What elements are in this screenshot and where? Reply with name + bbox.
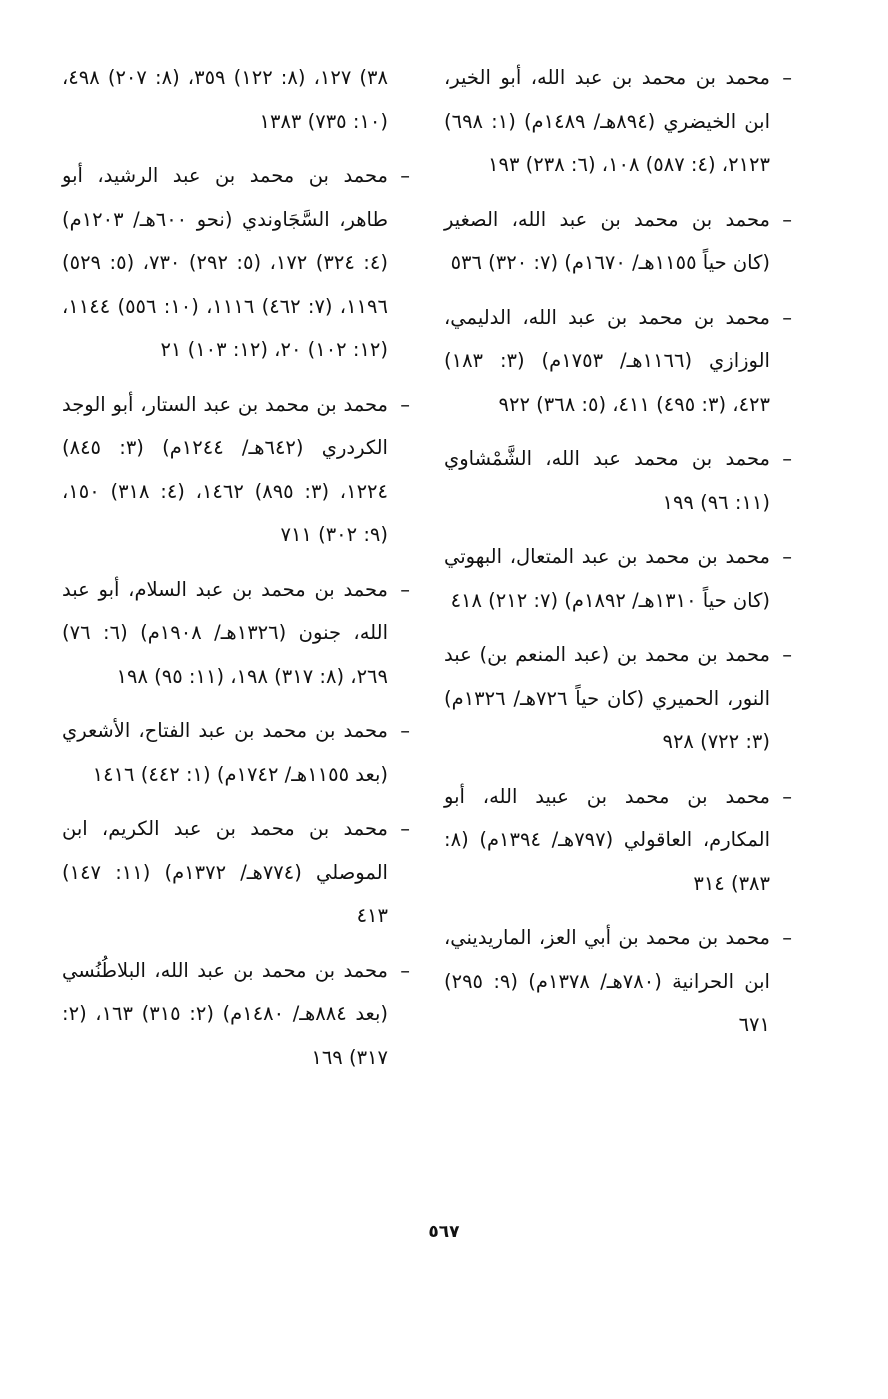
index-entry	[444, 56, 792, 187]
entry-dash: –	[782, 545, 792, 568]
entry-dash: –	[400, 958, 410, 982]
entry-text: محمد بن محمد عبد الله، الشَّمْشاوي (١١: ٩٦) ١٩٩	[444, 447, 770, 514]
index-entry	[62, 154, 410, 372]
entry-dash: –	[782, 66, 792, 89]
index-entry	[444, 775, 792, 906]
left-column	[444, 56, 792, 1090]
entry-text: محمد بن محمد بن عبد الله، أبو الخير، ابن الخيضري (٨٩٤هـ/ ١٤٨٩م) (١: ٦٩٨) ٢١٢٣، (٤: ٥٨٧) ١٠٨، (٦: ٢٣٨) ١٩٣	[444, 66, 770, 176]
entry-text: محمد بن محمد بن عبد الستار، أبو الوجد الكردري (٦٤٢هـ/ ١٢٤٤م) (٣: ٨٤٥) ١٢٢٤، (٣: ٨٩٥) ١٤٦٢، (٤: ٣١٨) ١٥٠، (٩: ٣٠٢) ٧١١	[62, 392, 388, 546]
entry-text: محمد بن محمد بن عبد الرشيد، أبو طاهر، السَّجَاوندي (نحو ٦٠٠هـ/ ١٢٠٣م) (٤: ٣٢٤) ١٧٢، (٥: ٢٩٢) ٧٣٠، (٥: ٥٢٩) ١١٩٦، (٧: ٤٦٢) ١١١٦، (١٠: ٥٥٦) ١١٤٤، (١٢: ١٠٢) ٢٠، (١٢: ١٠٣) ٢١	[62, 164, 388, 361]
entry-text: محمد بن محمد بن عبد الله، الدليمي، الوزازي (١١٦٦هـ/ ١٧٥٣م) (٣: ١٨٣) ٤٢٣، (٣: ٤٩٥) ٤١١، (٥: ٣٦٨) ٩٢٢	[444, 305, 770, 416]
index-entry	[62, 807, 410, 938]
continued-entry: ٣٨) ١٢٧، (٨: ١٢٢) ٣٥٩، (٨: ٢٠٧) ٤٩٨، (١٠: ٧٣٥) ١٣٨٣	[62, 66, 388, 133]
entry-text: محمد بن محمد بن عبد الله، الصغير (كان حياً ١١٥٥هـ/ ١٦٧٠م) (٧: ٣٢٠) ٥٣٦	[444, 207, 770, 274]
index-entry	[444, 916, 792, 1047]
entry-dash: –	[782, 926, 792, 949]
index-columns	[62, 56, 792, 1090]
entry-text: محمد بن محمد بن عبيد الله، أبو المكارم، العاقولي (٧٩٧هـ/ ١٣٩٤م) (٨: ٣٨٣) ٣١٤	[444, 784, 770, 895]
entry-dash: –	[400, 164, 410, 187]
entry-text: محمد بن محمد بن أبي العز، الماريديني، ابن الحرانية (٧٨٠هـ/ ١٣٧٨م) (٩: ٢٩٥) ٦٧١	[444, 926, 770, 1036]
entry-dash: –	[782, 643, 792, 666]
page-number: ٥٦٧	[428, 1222, 460, 1242]
index-entry	[62, 568, 410, 699]
entry-text: محمد بن محمد بن عبد الله، البلاطُنُسي (بعد ٨٨٤هـ/ ١٤٨٠م) (٢: ٣١٥) ١٦٣، (٢: ٣١٧) ١٦٩	[62, 958, 388, 1069]
entry-dash: –	[400, 719, 410, 742]
entry-dash: –	[400, 392, 410, 416]
entry-text: محمد بن محمد بن (عبد المنعم بن) عبد النور، الحميري (كان حياً ٧٢٦هـ/ ١٣٢٦م) (٣: ٧٢٢) ٩٢٨	[444, 643, 771, 753]
entry-text: محمد بن محمد بن عبد الفتاح، الأشعري (بعد ١١٥٥هـ/ ١٧٤٢م) (١: ٤٤٢) ١٤١٦	[62, 719, 388, 786]
entry-dash: –	[782, 207, 792, 231]
index-entry	[62, 383, 410, 557]
index-entry	[444, 535, 792, 622]
index-entry	[62, 949, 410, 1080]
right-column	[62, 56, 410, 1090]
index-entry	[444, 198, 792, 285]
entry-dash: –	[782, 784, 792, 808]
entry-dash: –	[782, 447, 792, 470]
entry-dash: –	[782, 305, 792, 329]
entry-text: محمد بن محمد بن عبد السلام، أبو عبد الله، جنون (١٣٢٦هـ/ ١٩٠٨م) (٦: ٧٦) ٢٦٩، (٨: ٣١٧) ١٩٨، (١١: ٩٥) ١٩٨	[62, 577, 389, 688]
index-entry	[444, 437, 792, 524]
index-entry	[444, 633, 792, 764]
index-entry	[62, 709, 410, 796]
index-entry	[444, 296, 792, 427]
entry-dash: –	[400, 577, 410, 601]
entry-text: محمد بن محمد بن عبد الكريم، ابن الموصلي (٧٧٤هـ/ ١٣٧٢م) (١١: ١٤٧) ٤١٣	[62, 817, 388, 927]
entry-dash: –	[400, 817, 410, 840]
entry-text: محمد بن محمد بن عبد المتعال، البهوتي (كان حياً ١٣١٠هـ/ ١٨٩٢م) (٧: ٢١٢) ٤١٨	[444, 545, 770, 612]
